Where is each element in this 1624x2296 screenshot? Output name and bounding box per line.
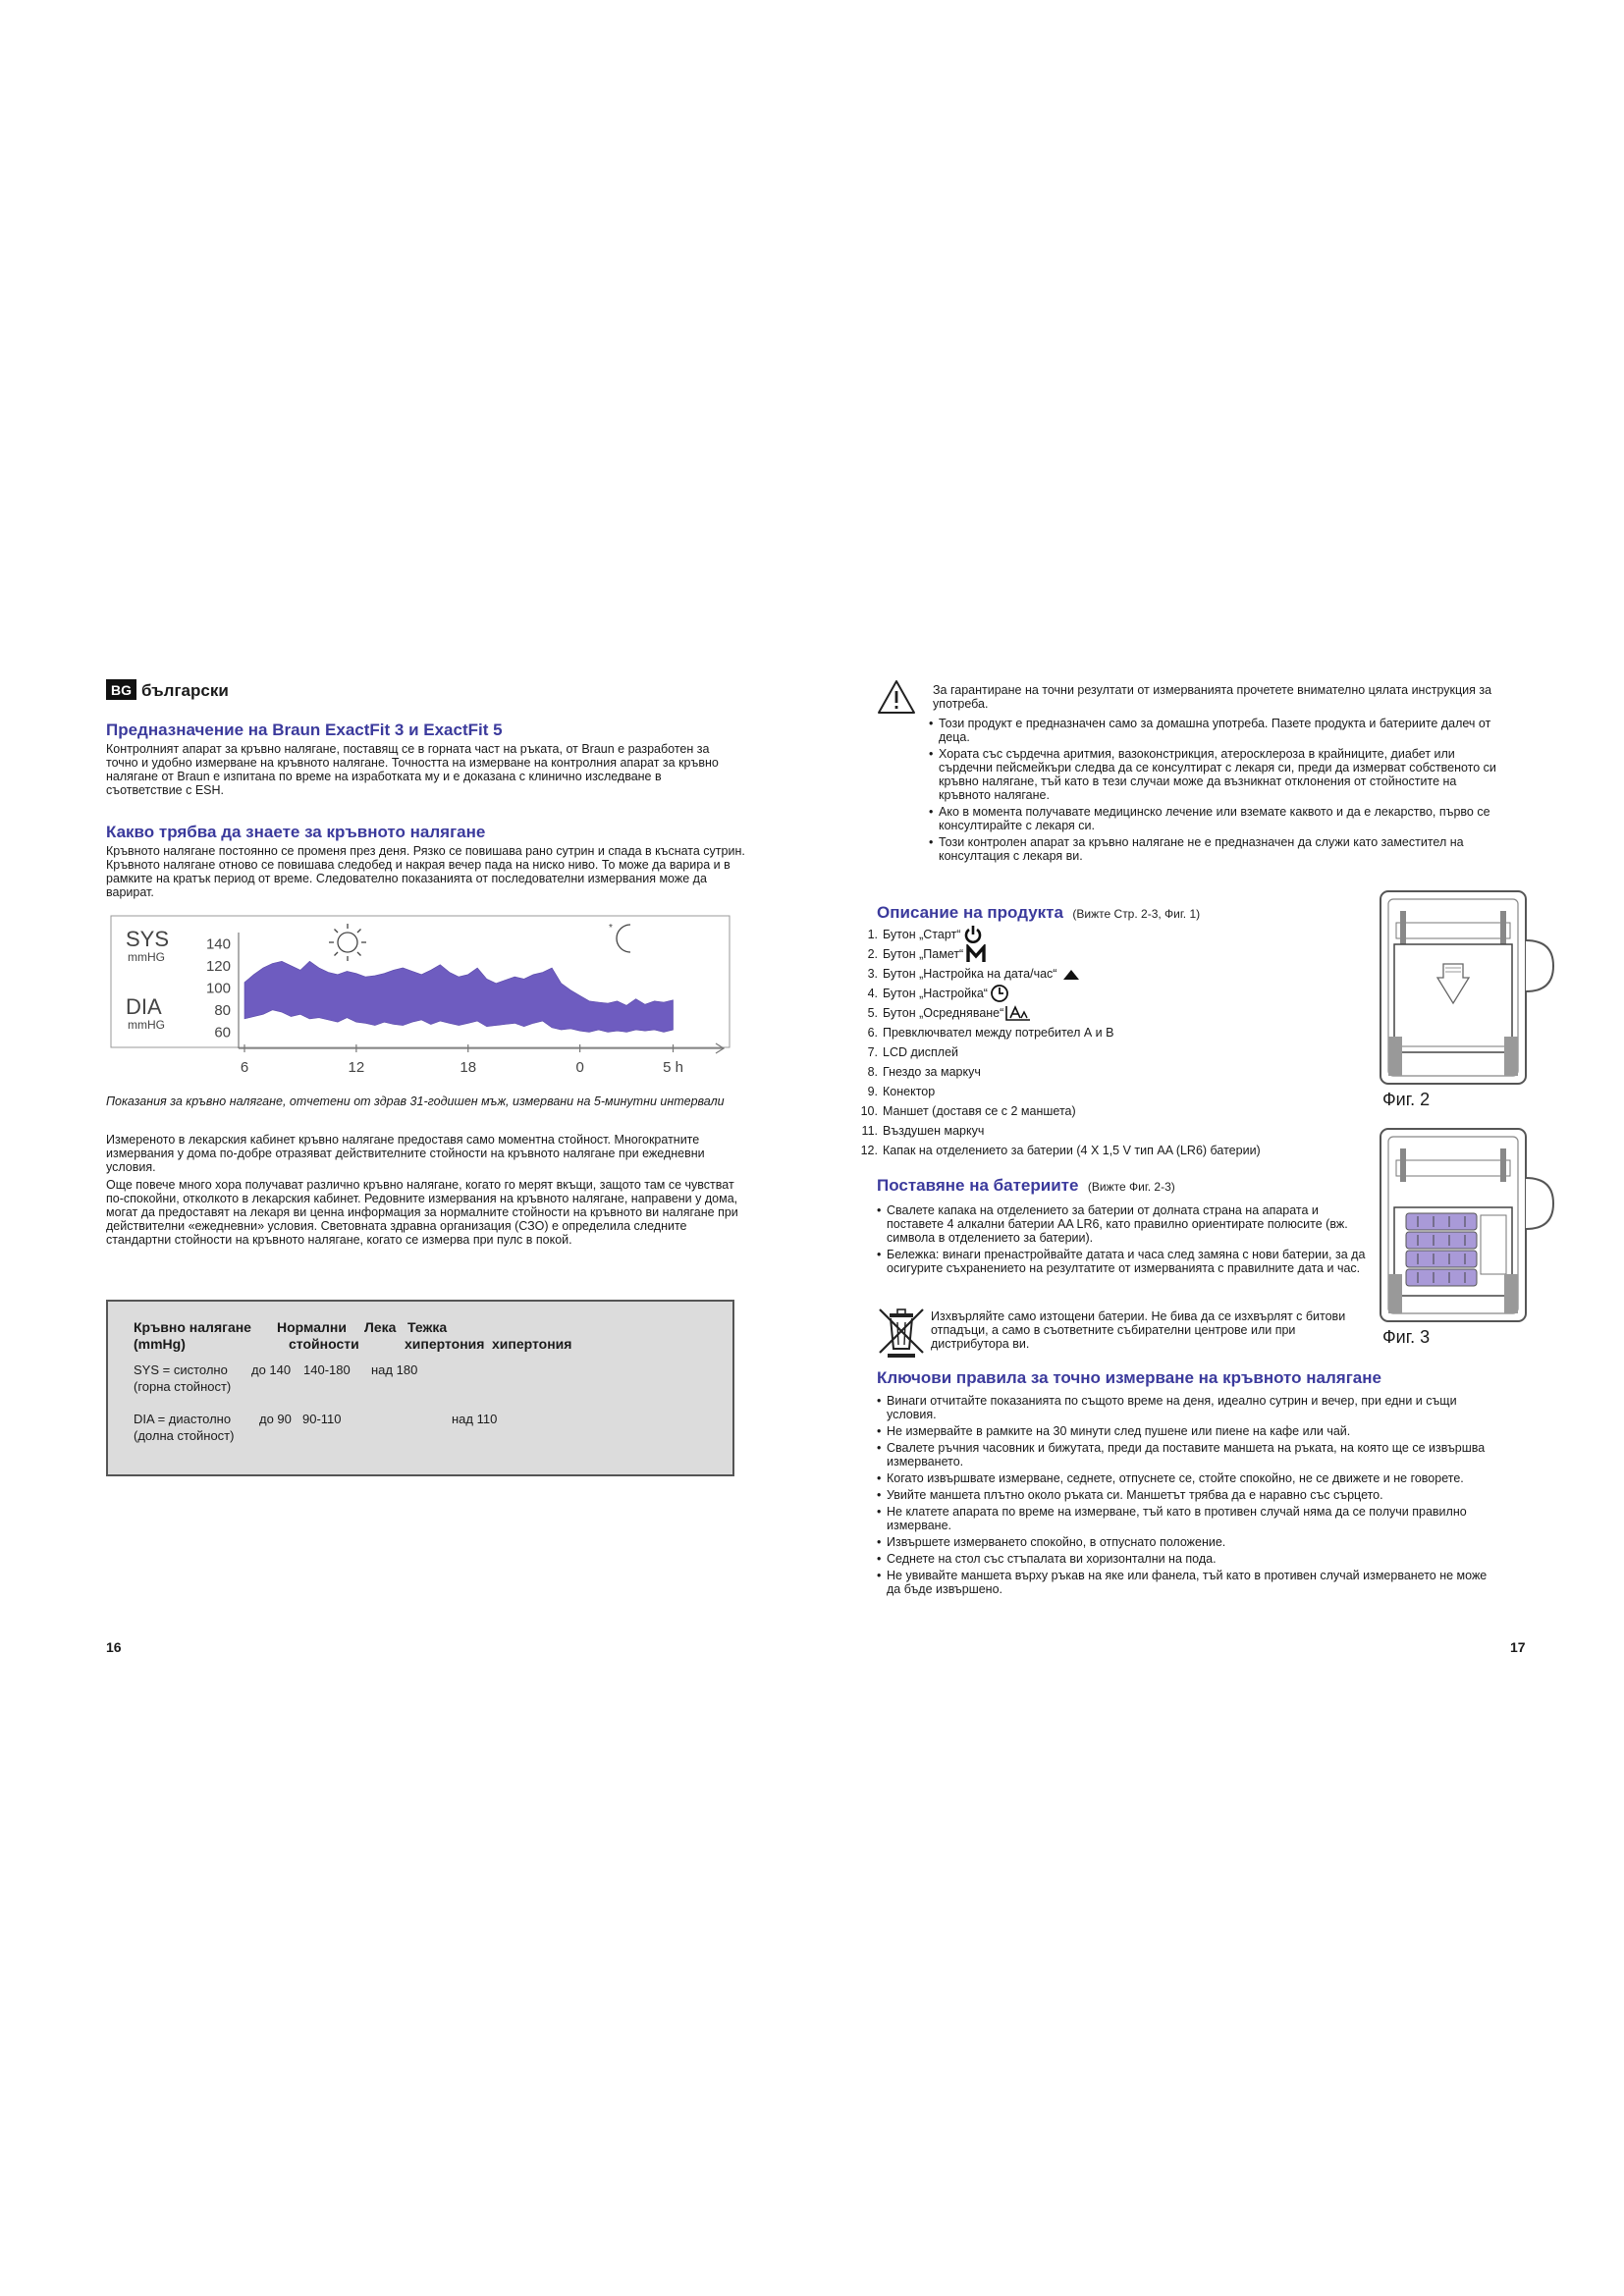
warning-list — [929, 717, 1498, 866]
part-memory-button: 2. Бутон „Памет“ — [854, 944, 1365, 964]
list-item: • Винаги отчитайте показанията по същото време на деня, идеално сутрин и вечер, при едни и същи условия. — [877, 1394, 1495, 1421]
bp-chart — [110, 915, 731, 1082]
y-tick-label: 80 — [214, 1001, 231, 1019]
table-header-normal: Нормални стойности — [277, 1319, 359, 1352]
memory-icon — [966, 944, 986, 964]
figure-2 — [1379, 889, 1555, 1086]
list-item: • Седнете на стол със стъпалата ви хоризонтални на пода. — [877, 1552, 1495, 1566]
table-row-sys-label: SYS = систолно (горна стойност) — [134, 1362, 232, 1394]
svg-text:*: * — [609, 923, 613, 934]
y-tick-label: 60 — [214, 1024, 231, 1041]
list-item: • Ако в момента получавате медицинско лечение или вземате каквото и да е лекарство, първо се консултирайте с лекаря си. — [929, 805, 1498, 832]
warning-title: За гарантиране на точни резултати от измерванията прочетете внимателно цялата инструкция за употреба. — [933, 683, 1492, 711]
dia-unit-label: mmHG — [128, 1018, 165, 1032]
x-tick-label: 5 h — [663, 1059, 683, 1076]
part-lcd: 7. LCD дисплей — [867, 1045, 959, 1059]
part-cuff: 10. Маншет (доставя се с 2 маншета) — [860, 1104, 1076, 1118]
language-badge: BG — [106, 679, 136, 700]
dia-label: DIA — [126, 994, 162, 1019]
list-item: • Не увивайте маншета върху ръкав на яке или фанела, тъй като в противен случай измерването не може да бъде извършено. — [877, 1569, 1495, 1596]
table-row-dia-label: DIA = диастолно (долна стойност) — [134, 1412, 235, 1443]
purpose-paragraph: Контролният апарат за кръвно налягане, поставящ се в горната част на ръката, от Braun е разработен за точно и удобно измерване на кръвното налягане. Точността на измерване на контролния апарат за кръвно налягане от Braun е изпитана по време на изработката му и е доказана с клинично изследване в съответствие с ESH. — [106, 742, 719, 797]
section-heading-purpose: Предназначение на Braun ExactFit 3 и ExactFit 5 — [106, 721, 503, 739]
sys-unit-label: mmHG — [128, 950, 165, 964]
crossed-bin-icon — [876, 1306, 927, 1363]
x-tick-label: 6 — [240, 1059, 249, 1076]
list-item: • Свалете капака на отделението за батерии от долната страна на апарата и поставете 4 алкални батерии AA LR6, като правилно ориентирате полюсите (вж. символа в отделението за батерии). — [877, 1203, 1378, 1245]
list-item: • Свалете ръчния часовник и бижутата, преди да поставите маншета на ръката, на която ще се извършва измерването. — [877, 1441, 1495, 1468]
part-average-button: 5. Бутон „Осредняване“ — [854, 1003, 1365, 1023]
section-heading-rules: Ключови правила за точно измерване на кръвното налягане — [877, 1368, 1381, 1387]
bp-chart-svg — [110, 915, 731, 1082]
list-item: • Бележка: винаги пренастройвайте датата и часа след замяна с нови батерии, за да осигурите съхранението на резултатите от измерванията с правилните дата и час. — [877, 1248, 1378, 1275]
clock-icon — [990, 984, 1009, 1003]
y-tick-label: 120 — [205, 957, 231, 975]
language-header — [106, 679, 754, 701]
page-number-left: 16 — [106, 1639, 122, 1655]
part-datetime-button: 3. Бутон „Настройка на дата/час“ — [854, 964, 1365, 984]
parts-list — [854, 925, 1365, 1160]
table-cell-sys-mild: 140-180 — [303, 1362, 351, 1377]
list-item: • Когато извършвате измерване, седнете, отпуснете се, стойте спокойно, не се движете и не говорете. — [877, 1471, 1495, 1485]
part-air-hose: 11. Въздушен маркуч — [861, 1124, 985, 1138]
bp-info-paragraph: Кръвното налягане постоянно се променя през деня. Рязко се повишава рано сутрин и спада в късната сутрин. Кръвното налягане отново се повишава следобед и накрая вечер пада на ниско ниво. То може да варира и в рамките на кратък период от време. Следователно показанията от последователни измервания може да варират. — [106, 844, 745, 899]
list-item: • Увийте маншета плътно около ръката си. Маншетът трябва да е наравно със сърцето. — [877, 1488, 1495, 1502]
part-start-button: 1. Бутон „Старт“ — [854, 925, 1365, 944]
warning-icon — [877, 679, 916, 720]
chart-caption: Показания за кръвно налягане, отчетени от здрав 31-годишен мъж, измервани на 5-минутни интервали — [106, 1095, 725, 1108]
x-tick-label: 0 — [575, 1059, 584, 1076]
y-tick-label: 140 — [205, 935, 231, 953]
table-header-severe: Тежка хипертония — [407, 1319, 572, 1352]
table-cell-sys-severe: над 180 — [371, 1362, 418, 1377]
table-cell-dia-mild: 90-110 — [302, 1412, 342, 1426]
list-item: • Този контролен апарат за кръвно налягане не е предназначен да служи като заместител на консултация с лекаря ви. — [929, 835, 1498, 863]
table-cell-sys-normal: до 140 — [251, 1362, 292, 1377]
table-cell-dia-severe: над 110 — [452, 1412, 498, 1426]
description-figure-ref: (Вижте Стр. 2-3, Фиг. 1) — [1072, 907, 1201, 921]
power-icon — [963, 925, 983, 944]
figure-3 — [1379, 1127, 1555, 1323]
who-bp-table — [106, 1300, 734, 1476]
sys-label: SYS — [126, 927, 170, 951]
battery-list — [877, 1203, 1378, 1278]
list-item: • Извършете измерването спокойно, в отпуснато положение. — [877, 1535, 1495, 1549]
triangle-up-icon — [1061, 966, 1081, 982]
part-user-switch: 6. Превключвател между потребител А и В — [867, 1026, 1114, 1040]
doctor-measurement-paragraph: Измереното в лекарския кабинет кръвно налягане предоставя само моментна стойност. Многократните измервания у дома по-добре отразяват действителните стойности на кръвното налягане при ежедневни условия. — [106, 1133, 705, 1174]
list-item: • Този продукт е предназначен само за домашна употреба. Пазете продукта и батериите далеч от деца. — [929, 717, 1498, 744]
list-item: • Не клатете апарата по време на измерване, тъй като в противен случай няма да се получи правилно измерване. — [877, 1505, 1495, 1532]
part-battery-cover: 12. Капак на отделението за батерии (4 X 1,5 V тип AA (LR6) батерии) — [860, 1144, 1261, 1157]
list-item: • Хората със сърдечна аритмия, вазоконстрикция, атеросклероза в крайниците, диабет или сърдечни пейсмейкъри следва да се консултират с лекаря си, преди да измерват собственото си кръвно налягане, тъй като в тези случаи може да възникнат отклонения от стойностите на кръвното налягане. — [929, 747, 1498, 802]
table-cell-dia-normal: до 90 — [259, 1412, 292, 1426]
section-heading-batteries: Поставяне на батериите (Вижте Фиг. 2-3) — [877, 1176, 1175, 1195]
battery-disposal-text: Изхвърляйте само изтощени батерии. Не бива да се изхвърлят с битови отпадъци, а само в съответните събирателни центрове или при дистрибутора ви. — [931, 1309, 1346, 1351]
section-heading-bp-info: Какво трябва да знаете за кръвното налягане — [106, 823, 486, 841]
y-tick-label: 100 — [205, 980, 231, 997]
part-connector: 9. Конектор — [867, 1085, 936, 1098]
table-header-bp: Кръвно налягане (mmHg) — [134, 1319, 251, 1352]
average-icon — [1005, 1003, 1031, 1023]
x-tick-label: 12 — [348, 1059, 365, 1076]
x-tick-label: 18 — [460, 1059, 477, 1076]
table-header-mild: Лека хипертония — [364, 1319, 485, 1352]
part-hose-socket: 8. Гнездо за маркуч — [867, 1065, 981, 1079]
batteries-figure-ref: (Вижте Фиг. 2-3) — [1087, 1180, 1175, 1194]
home-measurement-paragraph: Още повече много хора получават различно кръвно налягане, когато го мерят вкъщи, защото там се чувстват по-спокойни, отколкото в лекарския кабинет. Редовните измервания на кръвното налягане, направени у дома, могат да предоставят на лекаря ви ценна информация за нормалните стойности на кръвното ви налягане при действителни «ежедневни» условия. Световната здравна организация (СЗО) е определила следните стандартни стойности на кръвното налягане, когато се измерва при пулс в покой. — [106, 1178, 738, 1247]
figure-3-caption: Фиг. 3 — [1382, 1327, 1431, 1347]
section-heading-description: Описание на продукта (Вижте Стр. 2-3, Фиг. 1) — [877, 903, 1201, 922]
rules-list — [877, 1394, 1495, 1599]
list-item: • Не измервайте в рамките на 30 минути след пушене или пиене на кафе или чай. — [877, 1424, 1495, 1438]
part-setup-button: 4. Бутон „Настройка“ — [854, 984, 1365, 1003]
language-name: български — [141, 680, 229, 700]
page-number-right: 17 — [1510, 1639, 1526, 1655]
figure-2-caption: Фиг. 2 — [1382, 1090, 1431, 1109]
